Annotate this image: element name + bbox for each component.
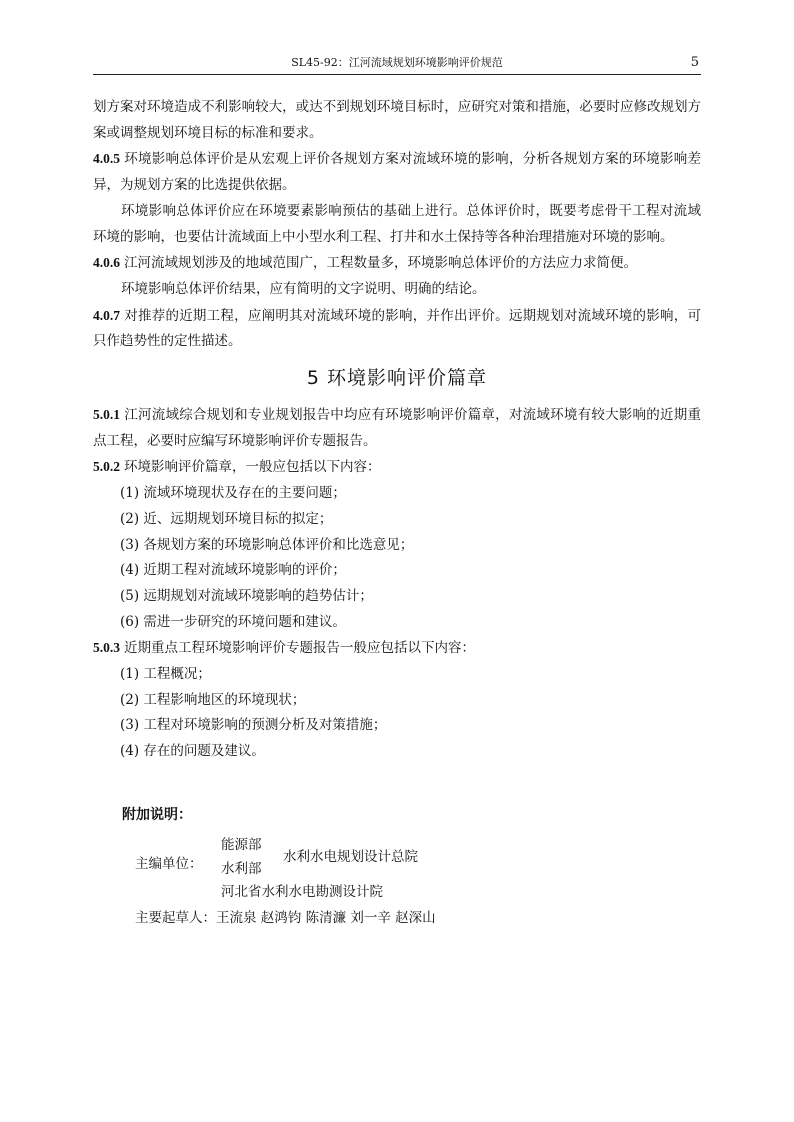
chapter-title: 5 环境影响评价篇章 [306,367,488,390]
page-number: 5 [690,55,699,70]
clause-text: 环境影响评价篇章，一般应包括以下内容： [124,459,381,476]
clause-text: 近期重点工程环境影响评价专题报告一般应包括以下内容： [124,640,475,657]
clause-text: 江河流域规划涉及的地域范围广，工程数量多，环境影响总体评价的方法应力求简便。 [124,255,637,272]
main-drafters: 主要起草人：王流泉 赵鸿钧 陈清濂 刘一辛 赵深山 [135,910,436,926]
org-energy-ministry: 能源部 [221,837,262,853]
clause-number: 4.0.7 [93,307,120,323]
list-item: (3) 各规划方案的环境影响总体评价和比选意见； [120,536,414,553]
clause-number: 5.0.1 [93,407,120,423]
header-title: SL45-92：江河流域规划环境影响评价规范 [291,56,503,69]
clause-number: 5.0.3 [93,640,120,656]
list-item: (2) 工程影响地区的环境现状； [120,691,306,708]
clause-4-0-5 [93,146,701,198]
list-item: (1) 工程概况； [120,666,211,683]
content-list-2 [93,662,701,765]
paragraph-continued: 划方案对环境造成不利影响较大，或达不到规划环境目标时，应研究对策和措施，必要时应修改规划方案或调整规划环境目标的标准和要求。 [93,99,701,141]
org-water-ministry: 水利部 [221,861,262,877]
document-body [93,95,701,765]
clause-5-0-1 [93,402,701,454]
clause-number: 4.0.6 [93,255,120,271]
list-item: (2) 近、远期规划环境目标的拟定； [120,510,333,527]
list-item: (6) 需进一步研究的环境问题和建议。 [120,613,346,630]
clause-text: 环境影响总体评价是从宏观上评价各规划方案对流域环境的影响，分析各规划方案的环境影响差异，为规划方案的比选提供依据。 [93,151,701,194]
paragraph: 环境影响总体评价应在环境要素影响预估的基础上进行。总体评价时，既要考虑骨干工程对流域环境的影响，也要估计流域面上中小型水利工程、打井和水土保持等各种治理措施对环境的影响。 [93,202,701,245]
clause-4-0-7 [93,303,701,355]
content-list-1 [93,481,701,635]
clause-text: 对推荐的近期工程，应阐明其对流域环境的影响，并作出评价。远期规划对流域环境的影响，可只作趋势性的定性描述。 [93,307,701,350]
list-item: (4) 近期工程对流域环境影响的评价； [120,562,346,579]
notes-title: 附加说明： [122,807,192,823]
editor-label: 主编单位： [135,856,203,872]
list-item: (1) 流域环境现状及存在的主要问题； [120,485,346,502]
page-header [93,56,701,75]
clause-4-0-6 [93,250,701,277]
clause-number: 4.0.5 [93,151,120,167]
clause-text: 江河流域综合规划和专业规划报告中均应有环境影响评价篇章，对流域环境有较大影响的近期重点工程，必要时应编写环境影响评价专题报告。 [93,407,701,449]
clause-5-0-3 [93,635,701,662]
org-hebei-institute: 河北省水利水电勘测设计院 [221,884,383,900]
list-item: (4) 存在的问题及建议。 [120,743,265,760]
list-item: (3) 工程对环境影响的预测分析及对策措施； [120,717,387,734]
clause-5-0-2 [93,454,701,481]
org-planning-institute: 水利水电规划设计总院 [283,849,418,865]
clause-number: 5.0.2 [93,459,120,475]
additional-notes [122,800,436,926]
list-item: (5) 远期规划对流域环境影响的趋势估计； [120,587,373,604]
editor-units [135,837,455,904]
paragraph: 环境影响总体评价结果，应有简明的文字说明、明确的结论。 [121,280,486,297]
